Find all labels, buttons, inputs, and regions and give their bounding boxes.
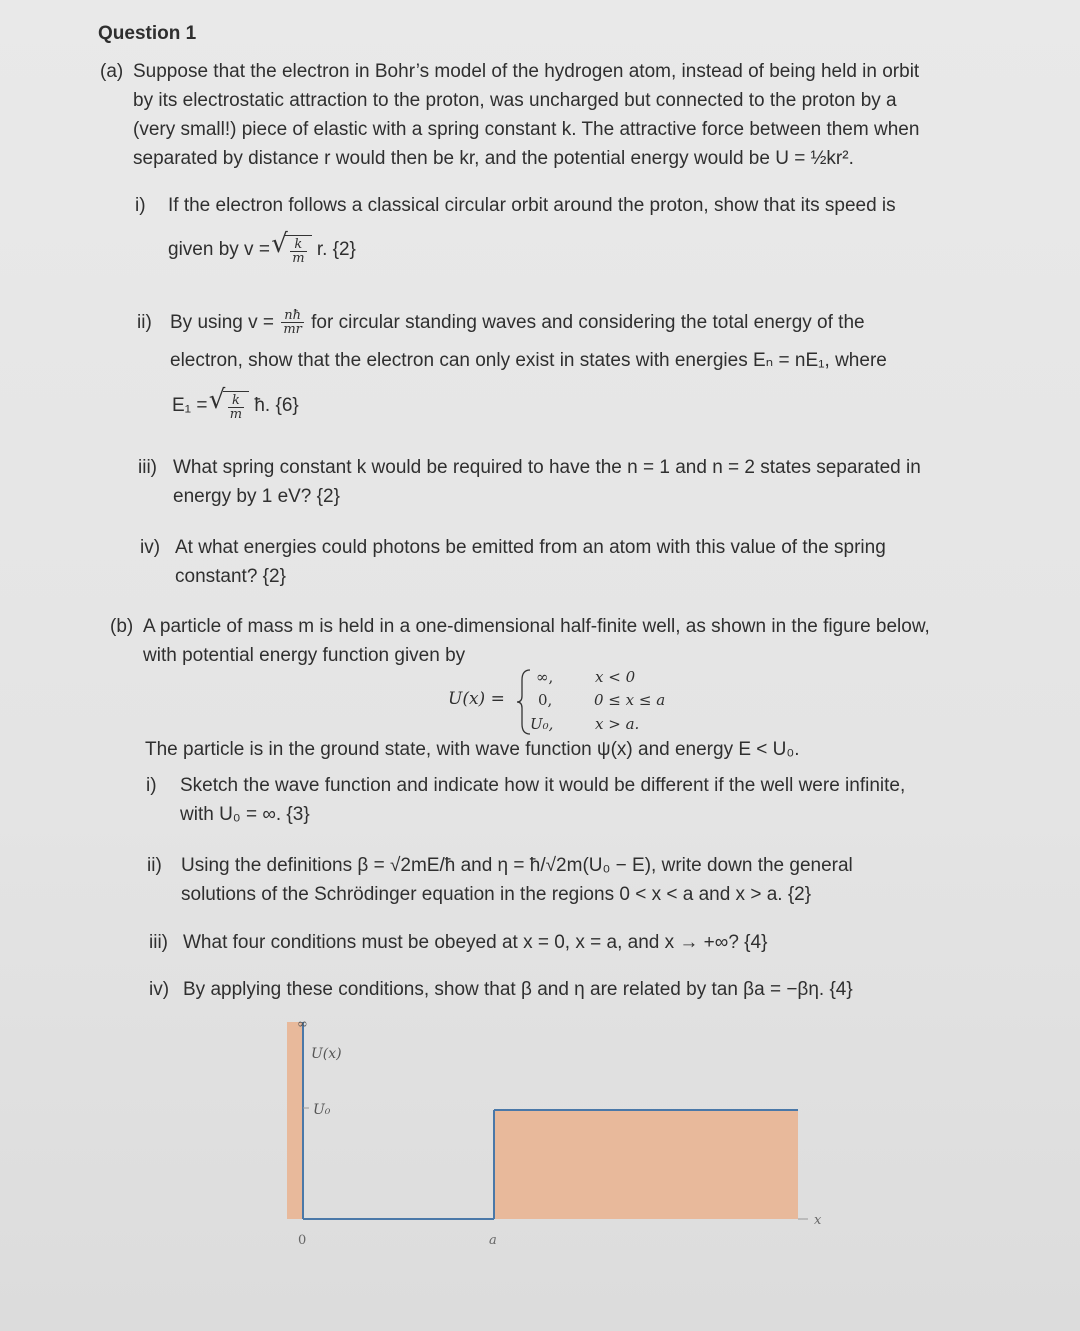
part-b-iv-label: iv) bbox=[149, 979, 170, 1000]
part-b-i-line-2: with U₀ = ∞. {3} bbox=[180, 804, 310, 825]
part-a-ii-label: ii) bbox=[137, 312, 152, 333]
part-b-iii-label: iii) bbox=[149, 932, 168, 953]
part-a-line-1: Suppose that the electron in Bohr’s model of the hydrogen atom, instead of being held in orbit bbox=[133, 61, 920, 82]
energy-eq-suffix: ħ. {6} bbox=[254, 395, 299, 417]
part-a-label: (a) bbox=[100, 61, 124, 82]
energy-eq-prefix: E₁ = bbox=[172, 395, 208, 417]
part-a-line-4: separated by distance r would then be kr, and the potential energy would be U = ½kr². bbox=[133, 148, 854, 169]
piecewise-case-3-value: U₀, bbox=[530, 715, 554, 733]
part-a-line-2: by its electrostatic attraction to the proton, was uncharged but connected to the proton by a bbox=[133, 90, 897, 111]
energy-eq-num: √ k bbox=[228, 394, 244, 408]
piecewise-case-1-value: ∞, bbox=[536, 668, 554, 686]
x-axis-label: x bbox=[814, 1213, 822, 1228]
speed-eq-suffix: r. {2} bbox=[316, 239, 356, 261]
part-b-ii-line-2: solutions of the Schrödinger equation in the regions 0 < x < a and x > a. {2} bbox=[181, 884, 812, 905]
question-title: Question 1 bbox=[98, 23, 197, 44]
origin-label: 0 bbox=[298, 1233, 307, 1248]
part-a-line-3: (very small!) piece of elastic with a spring constant k. The attractive force between them when bbox=[133, 119, 920, 140]
standing-wave-suffix: for circular standing waves and considering the total energy of the bbox=[311, 312, 865, 333]
part-a-i-label: i) bbox=[135, 195, 146, 216]
piecewise-case-2-cond: 0 ≤ x ≤ a bbox=[594, 691, 666, 709]
part-a-iv-label: iv) bbox=[140, 537, 161, 558]
infinite-wall-region bbox=[287, 1022, 303, 1219]
part-b-ii-line-1: Using the definitions β = √2mE/ħ and η = ħ/√2m(U₀ − E), write down the general bbox=[181, 855, 853, 876]
part-a-ii-line-2: electron, show that the electron can only exist in states with energies Eₙ = nE₁, where bbox=[170, 350, 887, 371]
part-a-i-line-1: If the electron follows a classical circular orbit around the proton, show that its speed is bbox=[168, 195, 896, 216]
y-axis-label: U(x) bbox=[311, 1046, 342, 1062]
part-b-line-1: A particle of mass m is held in a one-dimensional half-finite well, as shown in the figure below, bbox=[143, 616, 930, 637]
energy-eq-den: m bbox=[229, 406, 243, 422]
part-a-iv-line-1: At what energies could photons be emitted from an atom with this value of the spring bbox=[175, 537, 886, 558]
piecewise-case-3-cond: x > a. bbox=[595, 715, 640, 733]
part-a-iii-line-2: energy by 1 eV? {2} bbox=[173, 486, 340, 507]
a-label: a bbox=[489, 1233, 497, 1248]
u0-label: U₀ bbox=[313, 1102, 331, 1118]
standing-wave-num: nħ bbox=[281, 309, 304, 323]
standing-wave-den: mr bbox=[283, 322, 302, 338]
part-b-i-label: i) bbox=[146, 775, 157, 796]
piecewise-case-1-cond: x < 0 bbox=[595, 668, 636, 686]
part-b-iv-line-1: By applying these conditions, show that β and η are related by tan βa = −βη. {4} bbox=[183, 979, 853, 1000]
part-a-iv-line-2: constant? {2} bbox=[175, 566, 286, 587]
part-b-line-2: with potential energy function given by bbox=[143, 645, 466, 666]
part-b-iii-line-1: What four conditions must be obeyed at x = 0, x = a, and x → +∞? {4} bbox=[183, 932, 768, 953]
part-b-ii-label: ii) bbox=[147, 855, 162, 876]
part-a-iii-line-1: What spring constant k would be required to have the n = 1 and n = 2 states separated in bbox=[173, 457, 921, 478]
speed-eq-prefix: given by v = bbox=[168, 239, 270, 261]
speed-eq-den: m bbox=[292, 250, 305, 266]
finite-step-region bbox=[494, 1110, 798, 1219]
standing-wave-prefix: By using v = bbox=[170, 312, 275, 333]
piecewise-case-2-value: 0, bbox=[538, 691, 553, 709]
part-b-line-3: The particle is in the ground state, with wave function ψ(x) and energy E < U₀. bbox=[145, 739, 800, 760]
speed-eq-num: √ k bbox=[290, 238, 306, 252]
infinity-label: ∞ bbox=[297, 1017, 308, 1032]
part-b-i-line-1: Sketch the wave function and indicate how it would be different if the well were infinite, bbox=[180, 775, 906, 796]
part-a-iii-label: iii) bbox=[138, 457, 157, 478]
part-b-label: (b) bbox=[110, 616, 134, 637]
piecewise-lhs: U(x) = bbox=[448, 689, 505, 709]
